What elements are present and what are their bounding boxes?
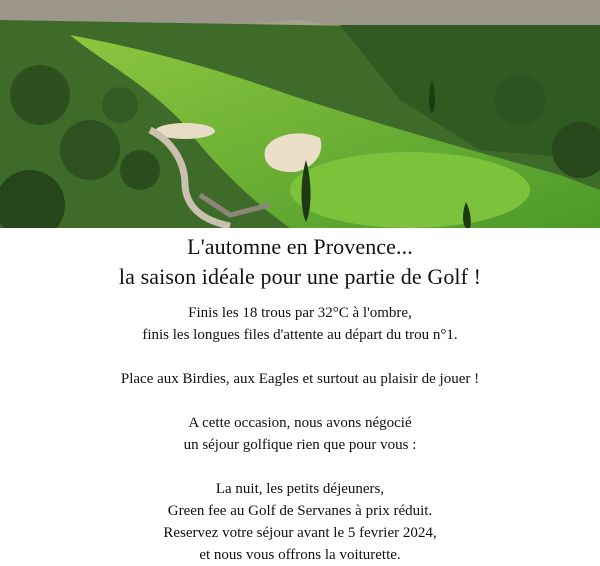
- hero-golf-image: [0, 0, 600, 228]
- headline: [0, 228, 600, 292]
- paragraph-2-line-1: Place aux Birdies, aux Eagles et surtout au plaisir de jouer !: [120, 371, 480, 387]
- paragraph-birdies: [0, 368, 600, 390]
- paragraph-4-line-2: Green fee au Golf de Servanes à prix réduit.: [167, 503, 433, 519]
- golf-course-illustration: [0, 0, 600, 228]
- paragraph-3-line-1: A cette occasion, nous avons négocié: [188, 415, 412, 431]
- paragraph-1-line-1: Finis les 18 trous par 32°C à l'ombre,: [188, 305, 412, 321]
- paragraph-4-line-4: et nous vous offrons la voiturette.: [199, 547, 401, 563]
- paragraph-1-line-2: finis les longues files d'attente au départ du trou n°1.: [142, 327, 458, 343]
- paragraph-heat-queue: [0, 302, 600, 346]
- promo-text-block: [0, 228, 600, 566]
- headline-line-1: L'automne en Provence...: [187, 234, 413, 259]
- paragraph-offer-details: [0, 478, 600, 566]
- paragraph-4-line-3: Reservez votre séjour avant le 5 fevrier 2024,: [163, 525, 437, 541]
- paragraph-4-line-1: La nuit, les petits déjeuners,: [215, 481, 385, 497]
- headline-line-2: la saison idéale pour une partie de Golf !: [118, 264, 482, 289]
- paragraph-offer-intro: [0, 412, 600, 456]
- paragraph-3-line-2: un séjour golfique rien que pour vous :: [183, 437, 417, 453]
